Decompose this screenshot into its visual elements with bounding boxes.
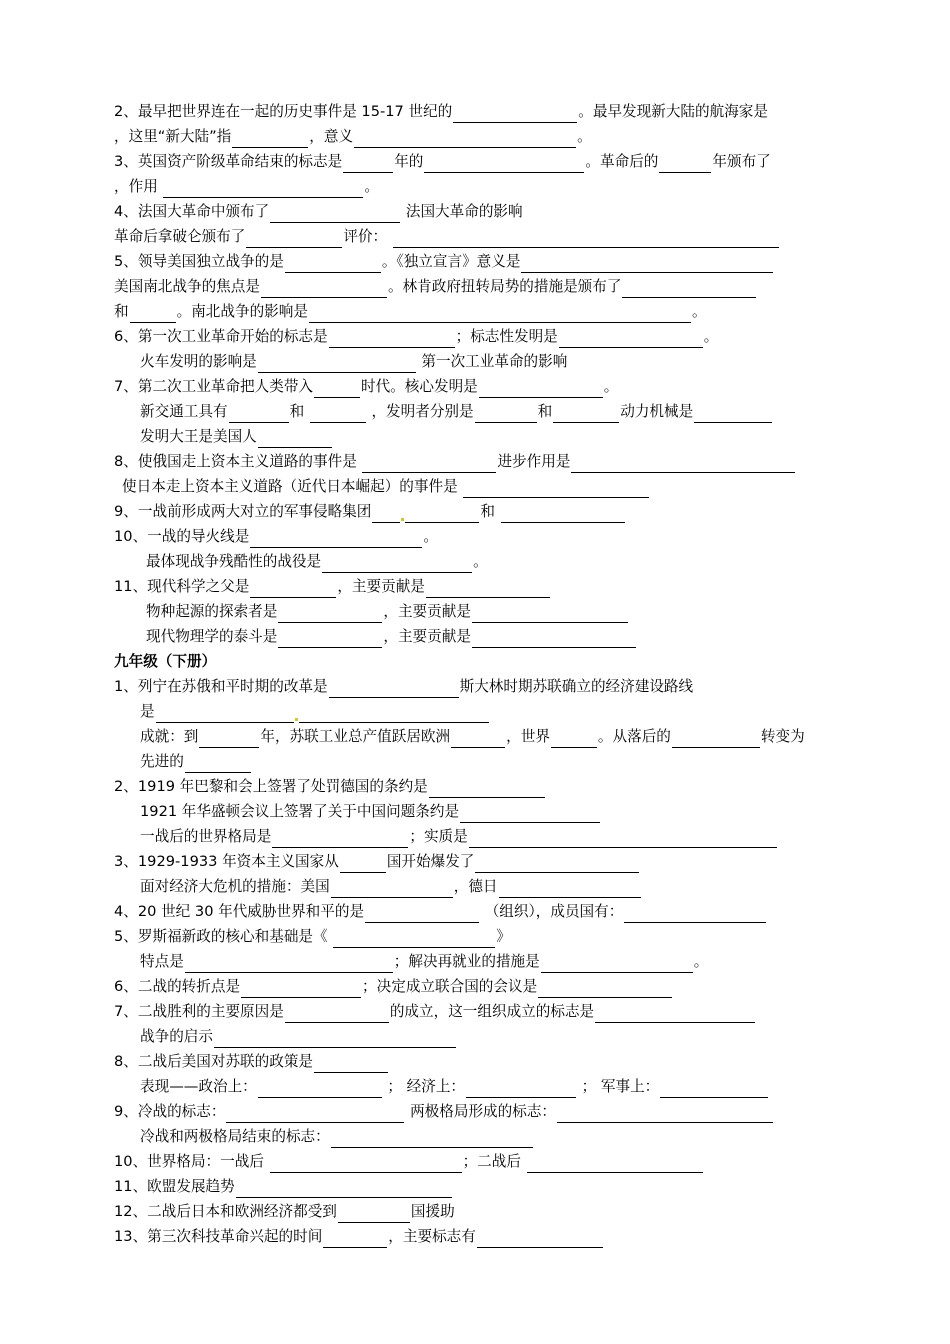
question-text: 2、1919 年巴黎和会上签署了处罚德国的条约是 bbox=[114, 778, 428, 795]
question-text: 先进的 bbox=[140, 753, 184, 770]
question-line bbox=[114, 1226, 604, 1248]
answer-blank[interactable] bbox=[246, 231, 342, 248]
question-line bbox=[140, 801, 601, 823]
question-text: 表现——政治上： bbox=[140, 1078, 257, 1095]
answer-blank[interactable] bbox=[469, 831, 777, 848]
answer-blank[interactable] bbox=[553, 406, 619, 423]
question-text: 。 bbox=[473, 553, 488, 570]
question-text: 面对经济大危机的措施：美国 bbox=[140, 878, 330, 895]
question-text: 13、第三次科技革命兴起的时间 bbox=[114, 1228, 323, 1245]
question-line bbox=[114, 451, 796, 473]
question-text: 2、最早把世界连在一起的历史事件是 15-17 世纪的 bbox=[114, 103, 453, 120]
question-text: （组织），成员国有： bbox=[480, 903, 624, 920]
question-text: 10、世界格局：一战后 bbox=[114, 1153, 269, 1170]
question-line bbox=[114, 176, 379, 198]
question-text: 进步作用是 bbox=[497, 453, 571, 470]
question-text: 。最早发现新大陆的航海家是 bbox=[578, 103, 768, 120]
answer-blank[interactable] bbox=[232, 131, 308, 148]
answer-blank[interactable] bbox=[229, 406, 289, 423]
question-line bbox=[140, 751, 252, 773]
question-line bbox=[114, 576, 551, 598]
question-line bbox=[114, 251, 774, 273]
question-text: 两极格局形成的标志： bbox=[405, 1103, 557, 1120]
question-line bbox=[114, 201, 523, 223]
answer-blank[interactable] bbox=[354, 131, 576, 148]
answer-blank[interactable] bbox=[270, 206, 400, 223]
question-text: 9、一战前形成两大对立的军事侵略集团 bbox=[114, 503, 372, 520]
question-text: 6、二战的转折点是 bbox=[114, 978, 241, 995]
answer-blank[interactable] bbox=[499, 881, 641, 898]
question-text: 。 bbox=[603, 378, 619, 395]
answer-blank[interactable] bbox=[463, 481, 649, 498]
question-text: 九年级（下册） bbox=[114, 653, 217, 670]
question-text: 5、领导美国独立战争的是 bbox=[114, 253, 284, 270]
question-text: ；标志性发明是 bbox=[455, 328, 558, 345]
question-text: 转变为 bbox=[760, 728, 805, 745]
question-line bbox=[146, 551, 488, 573]
answer-blank[interactable] bbox=[310, 406, 366, 423]
question-text: ，世界 bbox=[506, 728, 550, 745]
question-line bbox=[140, 951, 708, 973]
question-text: 。 bbox=[423, 528, 438, 545]
question-text: 。南北战争的影响是 bbox=[176, 303, 308, 320]
question-line bbox=[114, 1201, 455, 1223]
question-text: 动力机械是 bbox=[620, 403, 694, 420]
answer-blank[interactable] bbox=[429, 781, 545, 798]
question-line bbox=[114, 376, 618, 398]
question-text: 。 bbox=[691, 303, 707, 320]
question-text: ，意义 bbox=[309, 128, 354, 145]
question-text: 9、冷战的标志： bbox=[114, 1103, 226, 1120]
answer-blank[interactable] bbox=[479, 381, 603, 398]
question-line bbox=[122, 476, 650, 498]
answer-blank[interactable] bbox=[250, 531, 422, 548]
answer-blank[interactable] bbox=[285, 256, 381, 273]
answer-blank[interactable] bbox=[426, 581, 550, 598]
answer-blank[interactable] bbox=[365, 906, 479, 923]
answer-blank[interactable] bbox=[475, 406, 537, 423]
answer-blank[interactable] bbox=[595, 1006, 755, 1023]
question-text: 3、1929-1933 年资本主义国家从 bbox=[114, 853, 339, 870]
question-text: ； 经济上： bbox=[382, 1078, 466, 1095]
answer-blank[interactable] bbox=[659, 156, 711, 173]
question-line bbox=[114, 301, 707, 323]
question-text: 战争的启示 bbox=[140, 1028, 213, 1045]
answer-blank[interactable] bbox=[521, 256, 773, 273]
question-text: 。 bbox=[693, 953, 709, 970]
question-text: 国援助 bbox=[410, 1203, 455, 1220]
answer-blank[interactable] bbox=[672, 731, 760, 748]
question-text: 。从落后的 bbox=[597, 728, 671, 745]
answer-blank[interactable] bbox=[299, 706, 489, 723]
question-text: 11、欧盟发展趋势 bbox=[114, 1178, 235, 1195]
question-text: 11、现代科学之父是 bbox=[114, 578, 250, 595]
answer-blank[interactable] bbox=[214, 1031, 456, 1048]
answer-blank[interactable] bbox=[557, 1106, 773, 1123]
question-text: ； 军事上： bbox=[577, 1078, 660, 1095]
answer-blank[interactable] bbox=[501, 506, 625, 523]
question-line bbox=[140, 401, 773, 423]
answer-blank[interactable] bbox=[538, 981, 672, 998]
question-text: 8、二战后美国对苏联的政策是 bbox=[114, 1053, 314, 1070]
question-text: 1921 年华盛顿会议上签署了关于中国问题条约是 bbox=[140, 803, 460, 820]
answer-blank[interactable] bbox=[424, 156, 584, 173]
question-text: 新交通工具有 bbox=[140, 403, 228, 420]
question-line bbox=[146, 626, 637, 648]
question-line bbox=[114, 676, 693, 698]
answer-blank[interactable] bbox=[333, 931, 495, 948]
answer-blank[interactable] bbox=[331, 881, 453, 898]
answer-blank[interactable] bbox=[329, 331, 455, 348]
answer-blank[interactable] bbox=[694, 406, 772, 423]
answer-blank[interactable] bbox=[624, 906, 766, 923]
question-text: ；实质是 bbox=[409, 828, 468, 845]
question-text: ；决定成立联合国的会议是 bbox=[362, 978, 538, 995]
question-line bbox=[114, 151, 771, 173]
question-line bbox=[140, 826, 778, 848]
answer-blank[interactable] bbox=[322, 556, 472, 573]
answer-blank[interactable] bbox=[226, 1106, 404, 1123]
question-line bbox=[140, 351, 567, 373]
answer-blank[interactable] bbox=[362, 456, 496, 473]
question-text: 国开始爆发了 bbox=[386, 853, 475, 870]
answer-blank[interactable] bbox=[551, 731, 597, 748]
answer-blank[interactable] bbox=[453, 106, 577, 123]
answer-blank[interactable] bbox=[329, 681, 459, 698]
question-text: 10、一战的导火线是 bbox=[114, 528, 250, 545]
question-text: 7、二战胜利的主要原因是 bbox=[114, 1003, 284, 1020]
question-line bbox=[114, 1001, 756, 1023]
answer-blank[interactable] bbox=[185, 956, 393, 973]
question-text: 物种起源的探索者是 bbox=[146, 603, 278, 620]
question-text: 和 bbox=[114, 303, 129, 320]
answer-blank[interactable] bbox=[338, 1206, 410, 1223]
question-text: 4、法国大革命中颁布了 bbox=[114, 203, 270, 220]
question-line bbox=[140, 726, 805, 748]
answer-blank[interactable] bbox=[622, 281, 756, 298]
answer-blank[interactable] bbox=[393, 231, 779, 248]
answer-blank[interactable] bbox=[541, 956, 693, 973]
answer-blank[interactable] bbox=[477, 1231, 603, 1248]
question-line bbox=[114, 901, 767, 923]
question-text: 》 bbox=[496, 928, 511, 945]
question-text: 现代物理学的泰斗是 bbox=[146, 628, 278, 645]
question-line bbox=[140, 701, 490, 723]
question-text: 和 bbox=[480, 503, 500, 520]
question-text: 。林肯政府扭转局势的措施是颁布了 bbox=[387, 278, 622, 295]
question-text: 评价： bbox=[343, 228, 392, 245]
answer-blank[interactable] bbox=[250, 581, 336, 598]
question-line bbox=[140, 876, 642, 898]
answer-blank[interactable] bbox=[343, 156, 393, 173]
question-text: 成就：到 bbox=[140, 728, 199, 745]
answer-blank[interactable] bbox=[130, 306, 176, 323]
question-line bbox=[114, 1176, 453, 1198]
question-text: 年的 bbox=[394, 153, 424, 170]
answer-blank[interactable] bbox=[199, 731, 259, 748]
answer-blank[interactable] bbox=[278, 606, 382, 623]
question-text: 7、第二次工业革命把人类带入 bbox=[114, 378, 314, 395]
question-line bbox=[140, 1126, 534, 1148]
question-text: 和 bbox=[289, 403, 309, 420]
question-text: 冷战和两极格局结束的标志： bbox=[140, 1128, 330, 1145]
answer-blank[interactable] bbox=[163, 181, 363, 198]
question-line bbox=[140, 1026, 457, 1048]
answer-blank[interactable] bbox=[571, 456, 795, 473]
question-text: 。 bbox=[703, 328, 719, 345]
question-text: 1、列宁在苏俄和平时期的改革是 bbox=[114, 678, 328, 695]
answer-blank[interactable] bbox=[472, 631, 636, 648]
question-text: 使日本走上资本主义道路（近代日本崛起）的事件是 bbox=[122, 478, 463, 495]
question-text: 特点是 bbox=[140, 953, 184, 970]
question-line bbox=[114, 776, 546, 798]
question-line bbox=[114, 926, 511, 948]
question-text: ，德日 bbox=[453, 878, 498, 895]
question-text: 。 bbox=[577, 128, 592, 145]
question-text: 火车发明的影响是 bbox=[140, 353, 257, 370]
answer-blank[interactable] bbox=[278, 631, 382, 648]
question-text: 3、英国资产阶级革命结束的标志是 bbox=[114, 153, 343, 170]
question-line bbox=[114, 226, 780, 248]
answer-blank[interactable] bbox=[323, 1231, 387, 1248]
question-text: 发明大王是美国人 bbox=[140, 428, 257, 445]
answer-blank[interactable] bbox=[405, 506, 479, 523]
stray-mark bbox=[295, 718, 298, 721]
answer-blank[interactable] bbox=[309, 306, 691, 323]
question-text: 。《独立宣言》意义是 bbox=[381, 253, 521, 270]
question-text: ；解决再就业的措施是 bbox=[393, 953, 540, 970]
answer-blank[interactable] bbox=[258, 1081, 382, 1098]
question-line bbox=[140, 1076, 769, 1098]
section-heading bbox=[114, 651, 216, 673]
question-line bbox=[114, 851, 640, 873]
question-text: 年颁布了 bbox=[712, 153, 771, 170]
stray-mark bbox=[401, 518, 404, 521]
answer-blank[interactable] bbox=[236, 1181, 452, 1198]
answer-blank[interactable] bbox=[472, 606, 628, 623]
answer-blank[interactable] bbox=[258, 356, 416, 373]
answer-blank[interactable] bbox=[660, 1081, 768, 1098]
question-text: 和 bbox=[537, 403, 553, 420]
answer-blank[interactable] bbox=[331, 1131, 533, 1148]
question-text: ，主要贡献是 bbox=[337, 578, 425, 595]
question-line bbox=[114, 976, 673, 998]
answer-blank[interactable] bbox=[314, 381, 360, 398]
question-line bbox=[114, 126, 592, 148]
question-text: ；二战后 bbox=[462, 1153, 526, 1170]
question-text: 的成立，这一组织成立的标志是 bbox=[389, 1003, 595, 1020]
question-text: ，作用 bbox=[114, 178, 163, 195]
question-line bbox=[114, 1051, 389, 1073]
question-text: 12、二战后日本和欧洲经济都受到 bbox=[114, 1203, 337, 1220]
question-line bbox=[114, 101, 768, 123]
question-text: ，主要标志有 bbox=[388, 1228, 476, 1245]
answer-blank[interactable] bbox=[285, 1006, 389, 1023]
answer-blank[interactable] bbox=[261, 281, 387, 298]
answer-blank[interactable] bbox=[241, 981, 361, 998]
question-text: 4、20 世纪 30 年代威胁世界和平的是 bbox=[114, 903, 365, 920]
question-text: 年，苏联工业总产值跃居欧洲 bbox=[260, 728, 451, 745]
question-text: ，主要贡献是 bbox=[383, 628, 471, 645]
question-text: ，主要贡献是 bbox=[383, 603, 471, 620]
question-text: 。 bbox=[364, 178, 380, 195]
question-text: 6、第一次工业革命开始的标志是 bbox=[114, 328, 328, 345]
answer-blank[interactable] bbox=[272, 831, 408, 848]
question-line bbox=[114, 326, 718, 348]
answer-blank[interactable] bbox=[475, 856, 639, 873]
answer-blank[interactable] bbox=[451, 731, 505, 748]
question-line bbox=[114, 276, 757, 298]
answer-blank[interactable] bbox=[559, 331, 703, 348]
answer-blank[interactable] bbox=[185, 756, 251, 773]
question-line bbox=[114, 1151, 704, 1173]
question-line bbox=[140, 426, 333, 448]
question-text: ，这里“新大陆”指 bbox=[114, 128, 232, 145]
answer-blank[interactable] bbox=[314, 1056, 388, 1073]
question-text: 美国南北战争的焦点是 bbox=[114, 278, 260, 295]
question-text: 时代。核心发明是 bbox=[361, 378, 478, 395]
question-line bbox=[114, 1101, 774, 1123]
question-text: 法国大革命的影响 bbox=[401, 203, 523, 220]
question-text: 第一次工业革命的影响 bbox=[416, 353, 568, 370]
answer-blank[interactable] bbox=[460, 806, 600, 823]
answer-blank[interactable] bbox=[258, 431, 332, 448]
question-text: 革命后拿破仑颁布了 bbox=[114, 228, 246, 245]
answer-blank[interactable] bbox=[527, 1156, 703, 1173]
question-text: 最体现战争残酷性的战役是 bbox=[146, 553, 322, 570]
question-text: ，发明者分别是 bbox=[366, 403, 474, 420]
question-text: 。革命后的 bbox=[585, 153, 659, 170]
answer-blank[interactable] bbox=[340, 856, 386, 873]
question-text: 斯大林时期苏联确立的经济建设路线 bbox=[459, 678, 694, 695]
question-line bbox=[114, 526, 438, 548]
answer-blank[interactable] bbox=[156, 706, 294, 723]
question-text: 8、使俄国走上资本主义道路的事件是 bbox=[114, 453, 362, 470]
answer-blank[interactable] bbox=[270, 1156, 462, 1173]
answer-blank[interactable] bbox=[372, 506, 400, 523]
question-line bbox=[146, 601, 629, 623]
question-text: 是 bbox=[140, 703, 155, 720]
question-text: 一战后的世界格局是 bbox=[140, 828, 272, 845]
answer-blank[interactable] bbox=[466, 1081, 576, 1098]
question-line bbox=[114, 501, 626, 523]
question-text: 5、罗斯福新政的核心和基础是《 bbox=[114, 928, 333, 945]
